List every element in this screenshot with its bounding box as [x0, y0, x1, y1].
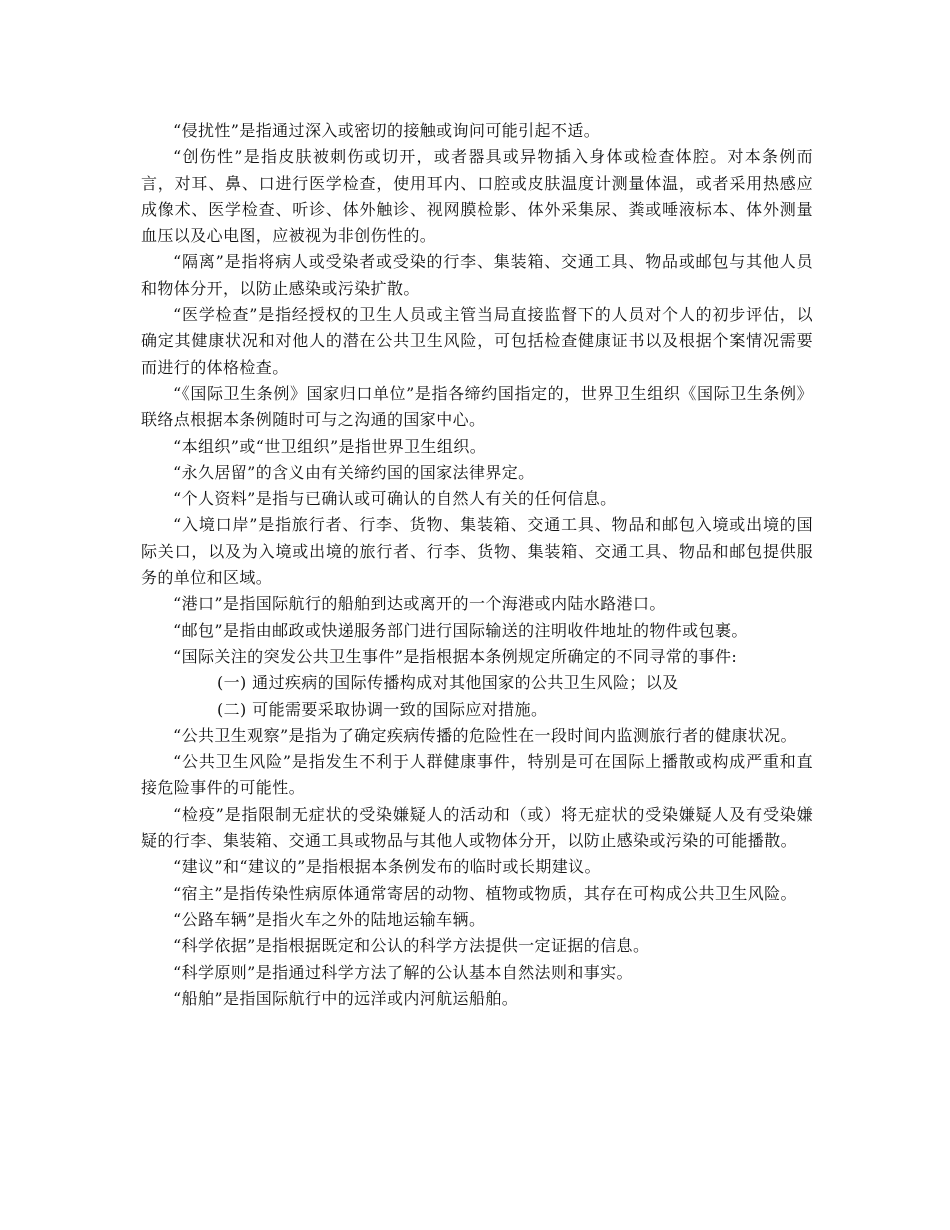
paragraph-quarantine: “检疫”是指限制无症状的受染嫌疑人的活动和（或）将无症状的受染嫌疑人及有受染嫌疑的行李、集装箱、交通工具或物品与其他人或物体分开，以防止感染或污染的可能播散。: [141, 804, 813, 851]
paragraph-pheic: “国际关注的突发公共卫生事件”是指根据本条例规定所确定的不同寻常的事件:: [173, 646, 738, 666]
paragraph-organization: “本组织”或“世卫组织”是指世界卫生组织。: [173, 436, 487, 456]
paragraph-ship: “船舶”是指国际航行中的远洋或内河航运船舶。: [173, 988, 519, 1008]
paragraph-pheic-item-2: (二) 可能需要采取协调一致的国际应对措施。: [217, 699, 548, 719]
paragraph-public-health-observation: “公共卫生观察”是指为了确定疾病传播的危险性在一段时间内监测旅行者的健康状况。: [173, 725, 797, 745]
paragraph-scientific-evidence: “科学依据”是指根据既定和公认的科学方法提供一定证据的信息。: [173, 936, 650, 956]
paragraph-road-vehicle: “公路车辆”是指火车之外的陆地运输车辆。: [173, 909, 486, 929]
paragraph-traumatic: “创伤性”是指皮肤被刺伤或切开，或者器具或异物插入身体或检查体腔。对本条例而言，对耳、鼻、口进行医学检查，使用耳内、口腔或皮肤温度计测量体温，或者采用热感应成像术、医学检查、听诊、体外触诊、视网膜检影、体外采集尿、粪或唾液标本、体外测量血压以及心电图，应被视为非创伤性的。: [141, 147, 813, 246]
paragraph-scientific-principles: “科学原则”是指通过科学方法了解的公认基本自然法则和事实。: [173, 962, 633, 982]
paragraph-postal-parcel: “邮包”是指由邮政或快递服务部门进行国际输送的注明收件地址的物件或包裹。: [173, 620, 748, 640]
document-body: [141, 118, 813, 1012]
paragraph-reservoir: “宿主”是指传染性病原体通常寄居的动物、植物或物质，其存在可构成公共卫生风险。: [173, 883, 797, 903]
paragraph-medical-exam: “医学检查”是指经授权的卫生人员或主管当局直接监督下的人员对个人的初步评估，以确定其健康状况和对他人的潜在公共卫生风险，可包括检查健康证书以及根据个案情况需要而进行的体格检查。: [141, 305, 813, 377]
paragraph-pheic-item-1: (一) 通过疾病的国际传播构成对其他国家的公共卫生风险；以及: [217, 673, 679, 693]
paragraph-recommendation: “建议”和“建议的”是指根据本条例发布的临时或长期建议。: [173, 857, 601, 877]
paragraph-point-of-entry: “入境口岸”是指旅行者、行李、货物、集装箱、交通工具、物品和邮包入境或出境的国际关口，以及为入境或出境的旅行者、行李、货物、集装箱、交通工具、物品和邮包提供服务的单位和区域。: [141, 515, 813, 588]
paragraph-port: “港口”是指国际航行的船舶到达或离开的一个海港或内陆水路港口。: [173, 594, 666, 614]
paragraph-invasive: “侵扰性”是指通过深入或密切的接触或询问可能引起不适。: [173, 121, 601, 140]
paragraph-isolation: “隔离”是指将病人或受染者或受染的行李、集装箱、交通工具、物品或邮包与其他人员和物体分开，以防止感染或污染扩散。: [141, 252, 813, 298]
paragraph-ihr-focal-point: “《国际卫生条例》国家归口单位”是指各缔约国指定的，世界卫生组织《国际卫生条例》联络点根据本条例随时可与之沟通的国家中心。: [141, 383, 813, 430]
paragraph-permanent-residence: “永久居留”的含义由有关缔约国的国家法律界定。: [173, 462, 535, 482]
paragraph-public-health-risk: “公共卫生风险”是指发生不利于人群健康事件，特别是可在国际上播散或构成严重和直接危险事件的可能性。: [141, 752, 813, 798]
paragraph-personal-data: “个人资料”是指与已确认或可确认的自然人有关的任何信息。: [173, 489, 617, 509]
